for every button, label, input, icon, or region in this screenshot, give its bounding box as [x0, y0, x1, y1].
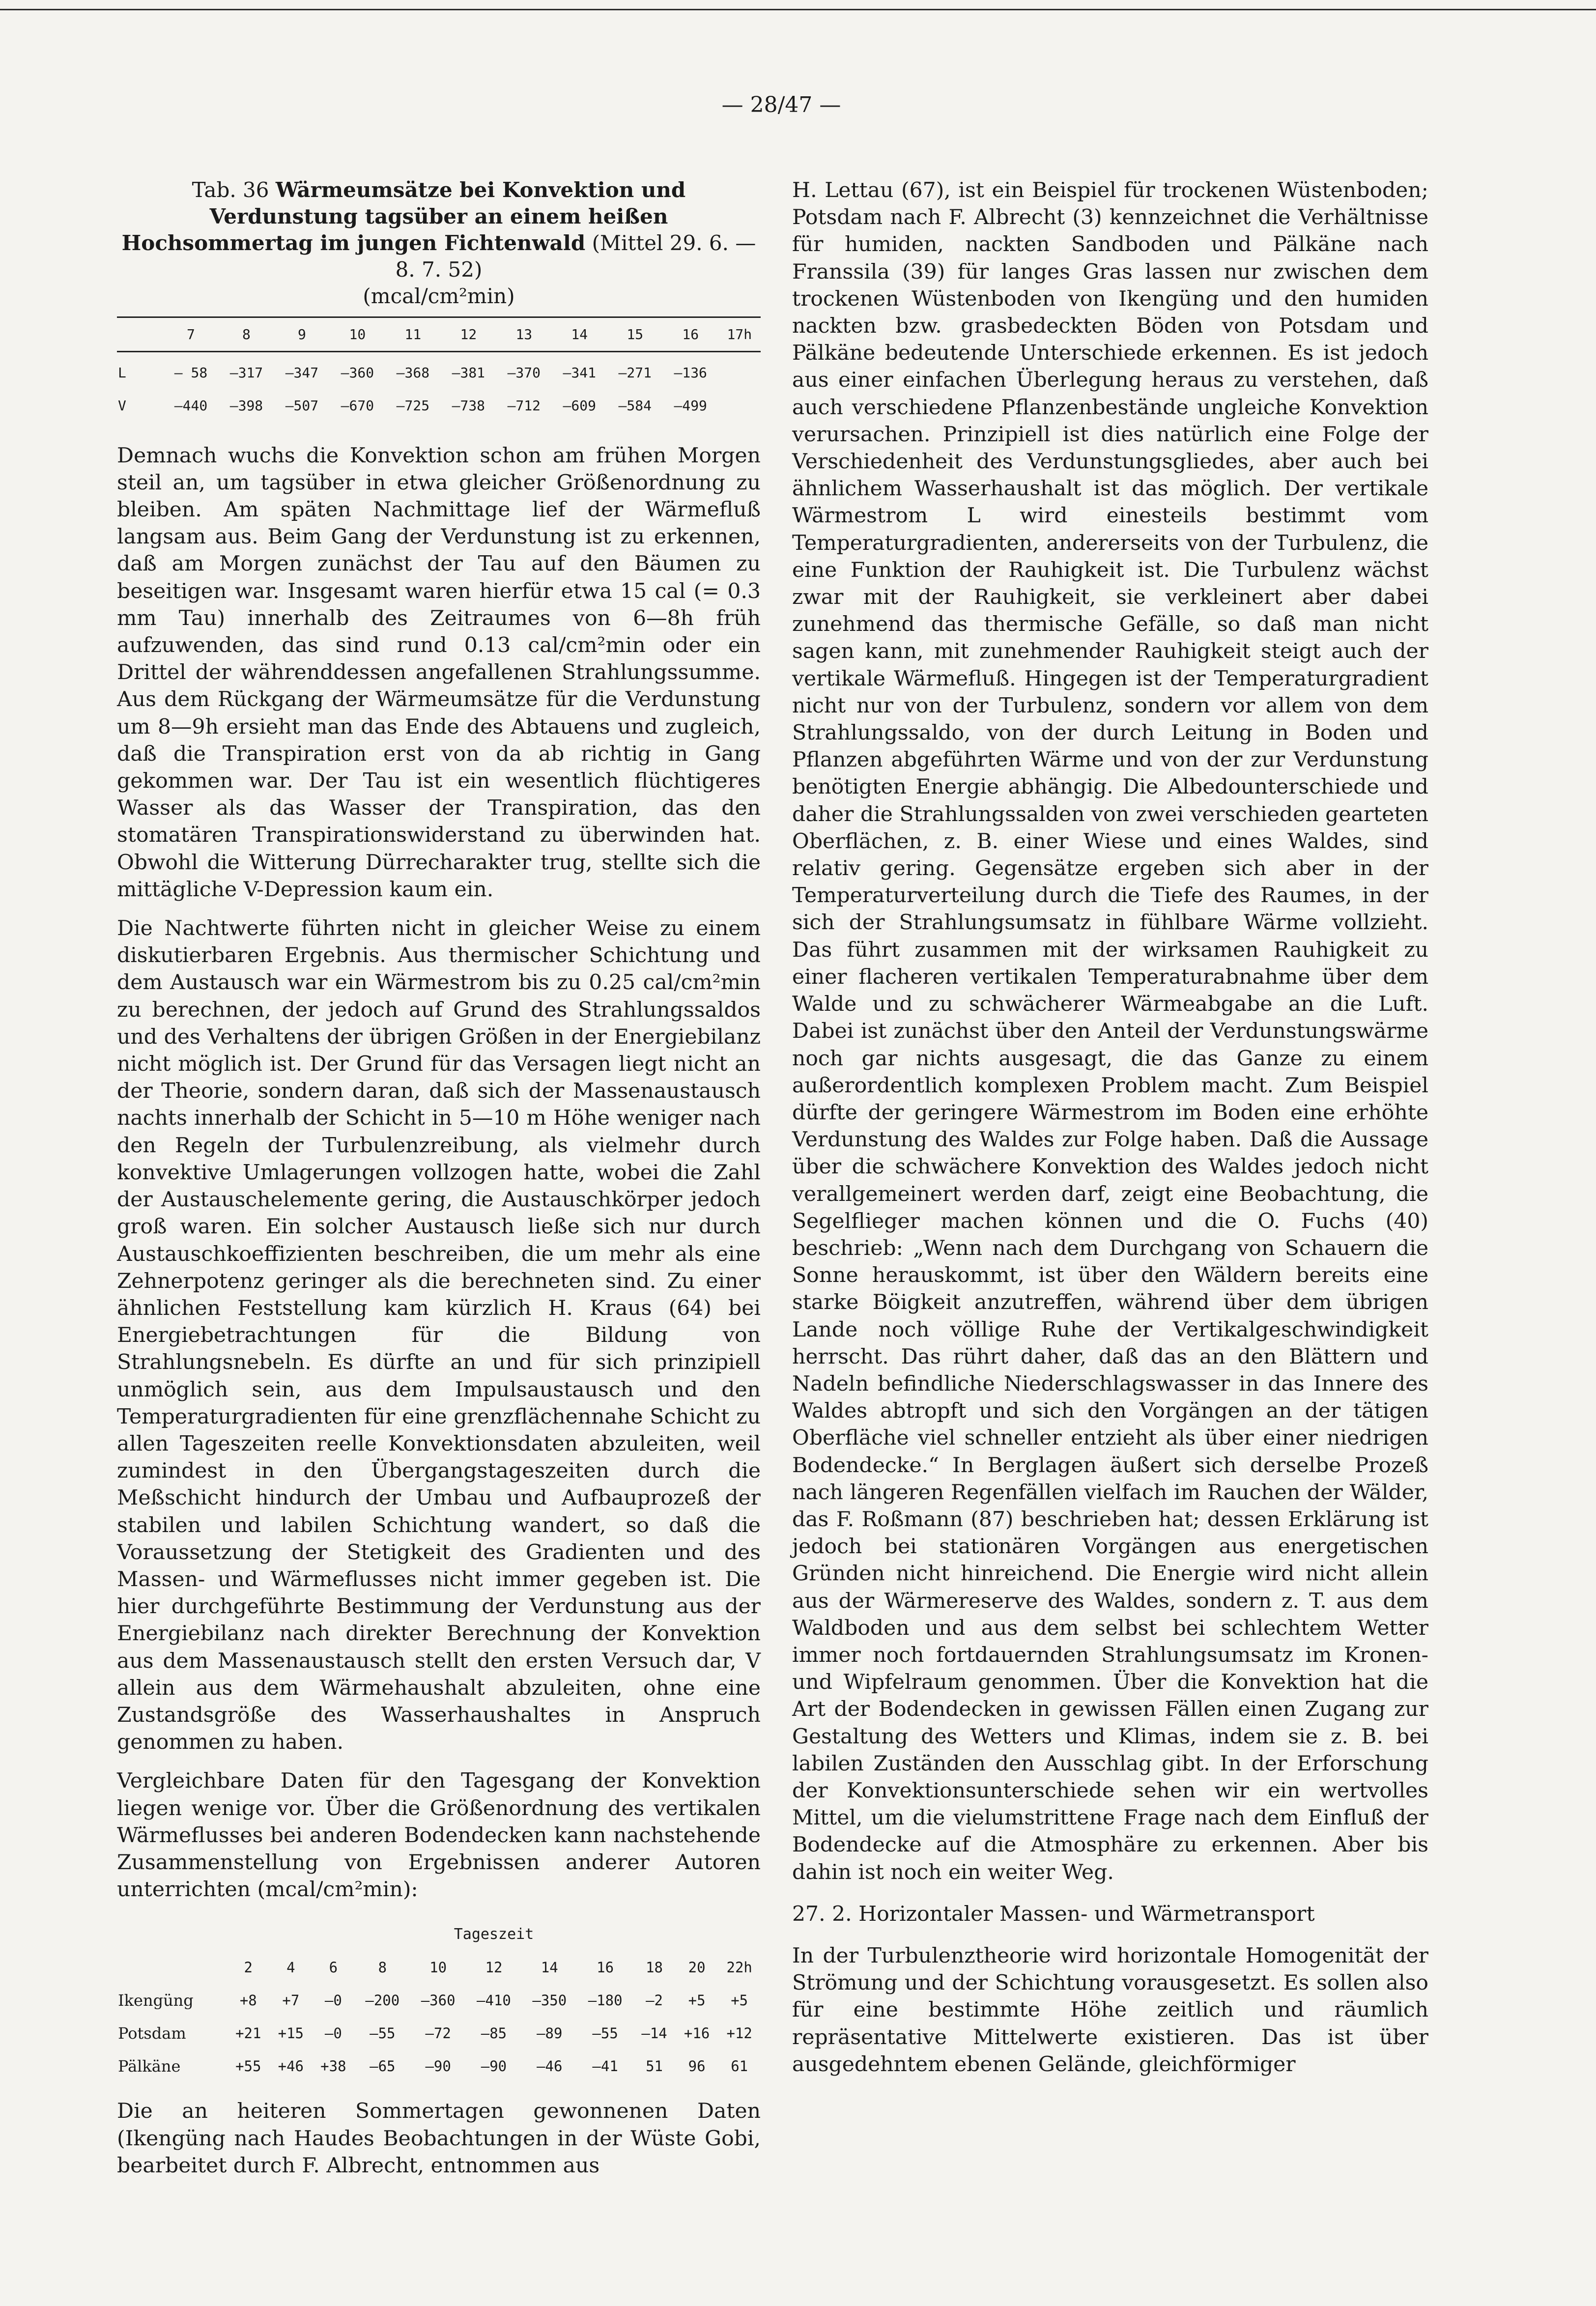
- table-cell: —584: [618, 398, 652, 414]
- table-cell: +55: [235, 2058, 261, 2075]
- table-cell: +16: [684, 2024, 710, 2042]
- table-cell: —350: [532, 1992, 567, 2009]
- table-cell: —0: [324, 1992, 342, 2009]
- header-cell: 11: [404, 326, 422, 342]
- header-cell: 22h: [726, 1959, 752, 1976]
- header-cell: [117, 1951, 227, 1984]
- table-cell: —65: [370, 2058, 396, 2075]
- caption-title: Wärmeumsätze bei Konvektion und Verdunstung tagsüber an einem heißen Hochsommertag im jungen Fichtenwald: [121, 178, 686, 255]
- paragraph: Die Nachtwerte führten nicht in gleicher Weise zu einem diskutierbaren Ergebnis. Aus thermischer Schichtung und dem Austausch war ein Wärmestrom bis zu 0.25 cal/cm²min zu berechnen, der jedoch auf Grund des Strahlungssaldos und des Verhaltens der übrigen Größen in der Energiebilanz nicht möglich ist. Der Grund für das Versagen liegt nicht an der Theorie, sondern daran, daß sich der Massenaustausch nachts innerhalb der Schicht in 5—10 m Höhe weniger nach den Regeln der Turbulenzreibung, als vielmehr durch konvektive Umlagerungen vollzogen hatte, wobei die Zahl der Austauschelemente gering, die Austauschkörper jedoch groß waren. Ein solcher Austausch ließe sich nur durch Austauschkoeffizienten beschreiben, die um mehr als eine Zehnerpotenz geringer als die berechneten sind. Zu einer ähnlichen Feststellung kam kürzlich H. Kraus (64) bei Energiebetrachtungen für die Bildung von Strahlungsnebeln. Es dürfte an und für sich prinzipiell unmöglich sein, aus dem Impulsaustausch und den Temperaturgradienten für eine grenzflächennahe Schicht zu allen Tageszeiten reelle Konvektionsdaten abzuleiten, weil zumindest in den Übergangstageszeiten durch die Meßschicht hindurch der Umbau und Aufbauprozeß der stabilen und labilen Schichtung wandert, so daß die Voraussetzung der Stetigkeit des Gradienten und des Massen- und Wärmeflusses nicht immer gegeben ist. Die hier durchgeführte Bestimmung der Verdunstung aus der Energiebilanz nach direkter Berechnung der Konvektion aus dem Massenaustausch stellt den ersten Versuch dar, V allein aus dem Wärmehaushalt abzuleiten, ohne eine Zustandsgröße des Wasserhaushaltes in Anspruch genommen zu haben.: [117, 916, 761, 1755]
- table-cell: —90: [481, 2058, 507, 2075]
- paragraph: Die an heiteren Sommertagen gewonnenen Daten (Ikengüng nach Haudes Beobachtungen in der Wüste Gobi, bearbeitet durch F. Albrecht, entnommen aus: [117, 2099, 761, 2178]
- comparison-table-title: Tageszeit: [454, 1926, 534, 1943]
- caption-unit: (mcal/cm²min): [363, 284, 515, 308]
- table-cell: —90: [425, 2058, 451, 2075]
- header-cell: 20: [688, 1959, 706, 1976]
- table-cell: —72: [425, 2024, 451, 2042]
- paragraph: Demnach wuchs die Konvektion schon am frühen Morgen steil an, um tagsüber in etwa gleicher Größenordnung zu bleiben. Am späten Nachmittage lief der Wärmefluß langsam aus. Beim Gang der Verdunstung ist zu erkennen, daß am Morgen zunächst der Tau auf den Bäumen zu beseitigen war. Insgesamt waren hierfür etwa 15 cal (= 0.3 mm Tau) innerhalb des Zeitraumes von 6—8h früh aufzuwenden, das sind rund 0.13 cal/cm²min oder ein Drittel der währenddessen angefallenen Strahlungssumme. Aus dem Rückgang der Wärmeumsätze für die Verdunstung um 8—9h ersieht man das Ende des Abtauens und zugleich, daß die Transpiration erst von da ab richtig in Gang gekommen war. Der Tau ist ein wesentlich flüchtigeres Wasser als das Wasser der Transpiration, das den stomatären Transpirationswiderstand zu überwinden hat. Obwohl die Witterung Dürrecharakter trug, stellte sich die mittägliche V-Depression kaum ein.: [117, 443, 761, 902]
- table-cell: —341: [563, 365, 596, 381]
- table-cell: —360: [421, 1992, 456, 2009]
- row-label: L: [118, 365, 126, 381]
- header-cell: 14: [571, 326, 588, 342]
- table-cell: 61: [731, 2058, 748, 2075]
- table-row: [117, 389, 761, 422]
- table-cell: [718, 352, 761, 390]
- table-cell: —180: [588, 1992, 623, 2009]
- header-cell: [117, 317, 163, 352]
- table-cell: —89: [537, 2024, 563, 2042]
- header-cell: 12: [460, 326, 477, 342]
- table-cell: —41: [592, 2058, 618, 2075]
- table-cell: —410: [477, 1992, 511, 2009]
- header-cell: 15: [627, 326, 644, 342]
- row-label: Potsdam: [118, 2023, 186, 2043]
- table-cell: —440: [174, 398, 208, 414]
- table-cell: +46: [278, 2058, 304, 2075]
- table-cell: —381: [452, 365, 485, 381]
- header-cell: 10: [349, 326, 366, 342]
- table-cell: —360: [341, 365, 374, 381]
- caption-period: (Mittel 29. 6. — 8. 7. 52): [395, 231, 756, 282]
- header-cell: 2: [244, 1959, 253, 1976]
- header-cell: 18: [646, 1959, 663, 1976]
- comparison-grid: [117, 1918, 761, 2083]
- header-cell: 13: [515, 326, 533, 342]
- table-cell: 96: [688, 2058, 706, 2075]
- table-cell: +7: [282, 1992, 300, 2009]
- paragraph: H. Lettau (67), ist ein Beispiel für trockenen Wüstenboden; Potsdam nach F. Albrecht (3) kennzeichnet die Verhältnisse für humiden, nackten Sandboden und Pälkäne nach Franssila (39) für langes Gras lassen nur zwischen dem trockenen Wüstenboden von Ikengüng und den humiden nackten bzw. grasbedeckten Böden von Potsdam und Pälkäne bedeutende Unterschiede erkennen. Es ist jedoch aus einer einfachen Überlegung heraus zu verstehen, daß auch verschiedene Pflanzenbestände ungleiche Konvektion verursachen. Prinzipiell ist dies natürlich eine Folge der Verschiedenheit des Verdunstungsgliedes, aber auch bei ähnlichem Wasserhaushalt ist das möglich. Der vertikale Wärmestrom L wird einesteils bestimmt vom Temperaturgradienten, andererseits von der Turbulenz, die eine Funktion der Rauhigkeit ist. Die Turbulenz wächst zwar mit der Rauhigkeit, sie verkleinert aber dabei zunehmend das thermische Gefälle, so daß man nicht sagen kann, mit zunehmender Rauhigkeit steigt auch der vertikale Wärmefluß. Hingegen ist der Temperaturgradient nicht nur von der Turbulenz, sondern vor allem von dem Strahlungssaldo, von der durch Leitung in Boden und Pflanzen abgeführten Wärme und von der zur Verdunstung benötigten Energie abhängig. Die Albedounterschiede und daher die Strahlungssalden von zwei verschieden gearteten Oberflächen, z. B. einer Wiese und eines Waldes, sind relativ gering. Gegensätze ergeben sich aber in der Temperaturverteilung durch die Tiefe des Raumes, in der sich der Strahlungsumsatz in fühlbare Wärme vollzieht. Das führt zusammen mit der wirksamen Rauhigkeit zu einer flacheren vertikalen Temperaturabnahme über dem Walde und zu schwächerer Wärmeabgabe an die Luft. Dabei ist zunächst über den Anteil der Verdunstungswärme noch gar nichts ausgesagt, die das Ganze zu einem außerordentlich komplexen Problem macht. Zum Beispiel dürfte der geringere Wärmestrom im Boden eine erhöhte Verdunstung des Waldes zur Folge haben. Daß die Aussage über die schwächere Konvektion des Waldes jedoch nicht verallgemeinert werden darf, zeigt eine Beobachtung, die Segelflieger machen können und die O. Fuchs (40) beschrieb: „Wenn nach dem Durchgang von Schauern die Sonne herauskommt, ist über den Wäldern bereits eine starke Böigkeit anzutreffen, während über dem übrigen Lande noch völlige Ruhe der Vertikalgeschwindigkeit herrscht. Das rührt daher, daß das an den Blättern und Nadeln befindliche Niederschlagswasser in das Innere des Waldes abtropft und sich den Vorgängen an der tätigen Oberfläche viel schneller entzieht als über einer niedrigen Bodendecke.“ In Berglagen äußert sich derselbe Prozeß nach längeren Regenfällen vielfach im Rauchen der Wälder, das F. Roßmann (87) beschrieben hat; dessen Erklärung ist jedoch bei stationären Vorgängen aus energetischen Gründen nicht hinreichend. Die Energie wird nicht allein aus der Wärmereserve des Waldes, sondern z. T. aus dem Waldboden und aus dem selbst bei schlechtem Wetter immer noch fortdauernden Strahlungsumsatz im Kronen- und Wipfelraum genommen. Über die Konvektion hat die Art der Bodendecken in gewissen Fällen einen Zugang zur Gestaltung des Wetters und Klimas, indem sie z. B. bei labilen Zuständen den Ausschlag gibt. In der Erforschung der Konvektionsunterschiede sehen wir ein wertvolles Mittel, um die vielumstrittene Frage nach dem Einfluß der Bodendecke auf die Atmosphäre zu erkennen. Aber bis dahin ist noch ein weiter Weg.: [792, 178, 1428, 1884]
- page-number: — 28/47 —: [721, 92, 841, 117]
- header-cell: 16: [682, 326, 699, 342]
- table-cell: —370: [507, 365, 541, 381]
- comparison-table: [117, 1918, 761, 2083]
- table-cell: —507: [285, 398, 319, 414]
- right-column: [792, 177, 1428, 2090]
- table-cell: —14: [641, 2024, 667, 2042]
- table-cell: — 58: [174, 365, 208, 381]
- table-cell: 51: [646, 2058, 663, 2075]
- table-cell: —347: [285, 365, 319, 381]
- table-cell: —499: [674, 398, 707, 414]
- paragraph: Vergleichbare Daten für den Tagesgang der Konvektion liegen wenige vor. Über die Größenordnung des vertikalen Wärmeflusses bei anderen Bodendecken kann nachstehende Zusammenstellung von Ergebnissen anderer Autoren unterrichten (mcal/cm²min):: [117, 1769, 761, 1902]
- table-row: [117, 2017, 761, 2050]
- table-row: [117, 352, 761, 390]
- table-cell: —398: [229, 398, 263, 414]
- left-column: [117, 177, 761, 2191]
- table-36-caption: [117, 177, 761, 310]
- table-cell: —200: [365, 1992, 400, 2009]
- table-cell: —670: [341, 398, 374, 414]
- table-cell: —2: [646, 1992, 663, 2009]
- row-label: V: [118, 398, 126, 414]
- table-cell: —136: [674, 365, 707, 381]
- table-cell: —55: [592, 2024, 618, 2042]
- paragraph: In der Turbulenztheorie wird horizontale Homogenität der Strömung und der Schichtung vorausgesetzt. Es sollen also für eine bestimmte Höhe zeitlich und räumlich repräsentative Mittelwerte existieren. Das ist über ausgedehntem ebenen Gelände, gleichförmiger: [792, 1944, 1428, 2077]
- table-36: [117, 316, 761, 423]
- table-cell: +5: [731, 1992, 748, 2009]
- header-cell: 12: [485, 1959, 503, 1976]
- table-cell: [718, 389, 761, 422]
- table-cell: —317: [229, 365, 263, 381]
- header-cell: 7: [187, 326, 195, 342]
- table-cell: —46: [537, 2058, 563, 2075]
- table-header-row: [117, 1951, 761, 1984]
- top-rule: [0, 9, 1596, 10]
- header-cell: 17h: [727, 326, 752, 342]
- table-36-grid: [117, 316, 761, 423]
- table-cell: —712: [507, 398, 541, 414]
- header-cell: 16: [597, 1959, 614, 1976]
- header-cell: 9: [297, 326, 306, 342]
- header-cell: 14: [541, 1959, 558, 1976]
- header-cell: 8: [378, 1959, 387, 1976]
- section-heading: 27. 2. Horizontaler Massen- und Wärmetransport: [792, 1902, 1315, 1926]
- table-row: [117, 1984, 761, 2017]
- row-label: Pälkäne: [118, 2057, 181, 2076]
- table-cell: —55: [370, 2024, 396, 2042]
- table-cell: +15: [278, 2024, 304, 2042]
- table-cell: +21: [235, 2024, 261, 2042]
- header-cell: 6: [329, 1959, 338, 1976]
- table-cell: +38: [320, 2058, 346, 2075]
- table-cell: +5: [688, 1992, 706, 2009]
- table-cell: —0: [324, 2024, 342, 2042]
- table-cell: —738: [452, 398, 485, 414]
- caption-prefix: Tab. 36: [192, 178, 269, 202]
- table-row: [117, 2050, 761, 2083]
- table-cell: —85: [481, 2024, 507, 2042]
- table-header-row: [117, 317, 761, 352]
- row-label: Ikengüng: [118, 1991, 194, 2010]
- table-cell: —725: [396, 398, 430, 414]
- header-cell: 4: [286, 1959, 295, 1976]
- table-cell: +12: [726, 2024, 752, 2042]
- table-cell: +8: [239, 1992, 257, 2009]
- table-cell: —609: [563, 398, 596, 414]
- table-cell: —368: [396, 365, 430, 381]
- header-cell: 8: [242, 326, 251, 342]
- header-cell: 10: [429, 1959, 447, 1976]
- table-cell: —271: [618, 365, 652, 381]
